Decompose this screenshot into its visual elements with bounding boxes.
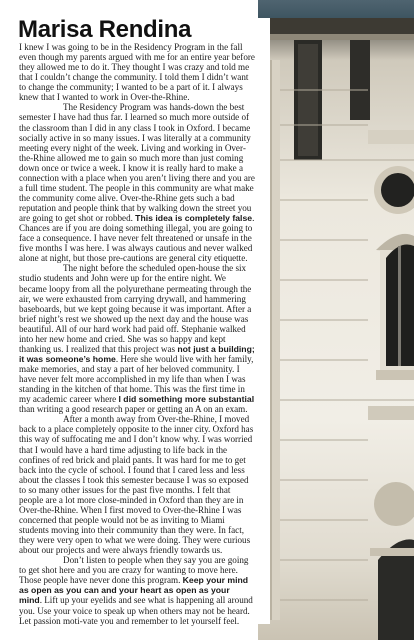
body-text: . Lift up your eyelids and see what is happening all around you. Use your voice to speak up when others may not be heard. Let passion moti-vate you and remember to let yourself feel. [19,595,253,626]
emphasis-phrase: Keep your mind as open as you can and your heart as open as your mind [19,575,249,606]
body-text: The night before the scheduled open-house the six studio students and John were up for the entire night. We became loopy from all the polyurethane permeating through the air, we were exhausted from carrying drywall, and hammering baseboards, but we kept going because it was important. After a brief night’s rest we showed up the next day and the house was beautiful. All of our hard work had paid off. Stephanie walked into her new home and cried. She was so happy and kept thanking us. I realized that this project was [19,263,252,354]
body-text: After a month away from Over-the-Rhine, I moved back to a place completely opposite to the inner city. Oxford has this way of suffocating me and I don’t know why. I was worried that I would have a hard time adjusting to life back in the confines of red brick and plaid pants. It was hard for me to get back into the cycle of school. I found that I cared less and less about the classes I took this semester because I was so exposed to so many other issues for the past five months. I felt that people are a lot more close-minded in Oxford than they are in Over-the-Rhine. When I first moved to Over-the-Rhine I was concerned that people would not be as inviting to Miami students moving into their community than they were. In fact, they were very open to what we were doing. They were curious about our projects and were always friendly towards us. [19,414,254,556]
emphasis-phrase: not just a building; it was someone’s home [19,343,255,364]
building-facade-photo [258,0,414,640]
article-paragraph [19,42,255,102]
article-title: Marisa Rendina [18,16,192,43]
article-paragraph [19,102,255,263]
body-text: . Here she would live with her family, make memories, and stay a part of her beloved community. I have never felt more accomplished in my life than when I was standing in the kitchen of that home. This was the first time in my academic career where [19,353,254,405]
article-body [19,42,255,626]
emphasis-phrase: This idea is completely false [135,213,253,224]
article-paragraph [19,414,255,555]
body-text: . Chances are if you are doing something illegal, you are going to face a consequence. I have never felt threatened or unsafe in the five months I was here. I was always cautious and never walked alone at night, but those pre-cautions are general city etiquette. [19,213,255,264]
emphasis-phrase: I did something more substantial [118,394,255,405]
building-facade-illustration [258,0,414,640]
article-paragraph [19,555,255,625]
body-text: The Residency Program was hands-down the best semester I have had thus far. I learned so much more outside of the classroom than I did in any class I took in Oxford. I became socially active in so many issues. I was literally at a community meeting every night of the week. Living and working in Over-the-Rhine allowed me to gain so much more than just coming down once or twice a week. I know it is really hard to make a connection with a place when you aren’t living there and you are a full time student. The people in this community are what make the community come alive. Over-the-Rhine gets such a bad reputation and people think that by walking down the street you are going to get shot or robbed. [19,102,255,224]
body-text: I knew I was going to be in the Residency Program in the fall even though my parents argued with me for an entire year before they allowed me to do it. They thought I was crazy and told me that I couldn’t change the community. I told them I didn’t want to change the community; I wanted to be a part of it. I always knew that I wanted to work in Over-the-Rhine. [19,42,255,103]
body-text: Don’t listen to people when they say you are going to get shot here and you are crazy for wanting to move here. Those people have never done this program. [19,555,249,586]
body-text: than writing a good research paper or getting an A on an exam. [19,404,248,415]
article-paragraph [19,263,255,414]
